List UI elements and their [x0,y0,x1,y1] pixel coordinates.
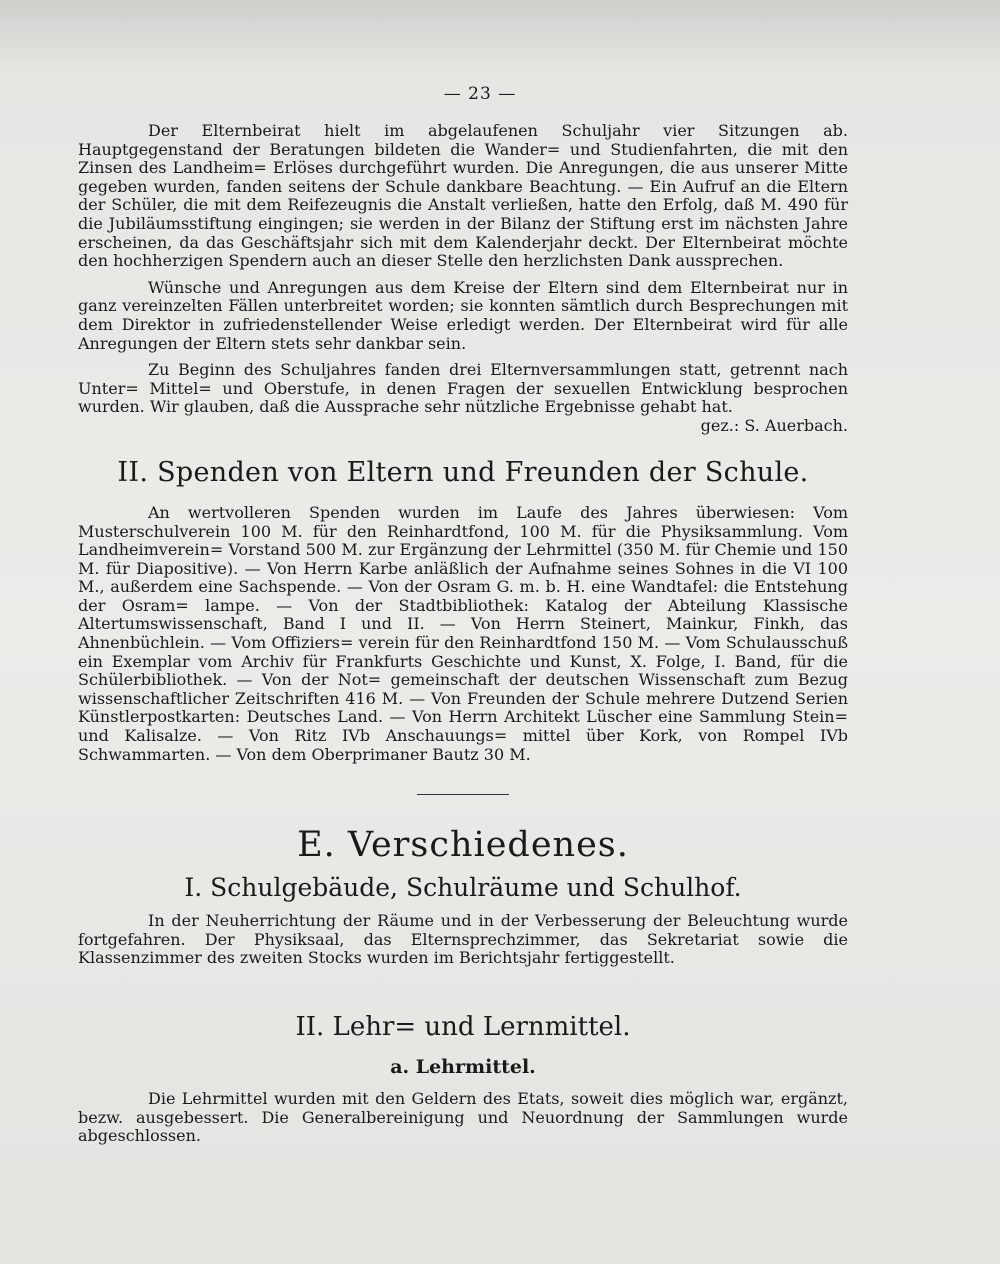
heading-lehrmittel-lernmittel: II. Lehr= und Lernmittel. [295,1012,631,1042]
paragraph-elternbeirat-2: Wünsche und Anregungen aus dem Kreise der Eltern sind dem Elternbeirat nur in ganz vereinzelten Fällen unterbreitet worden; sie konnten sämtlich durch Besprechungen mit dem Direktor in zufriedenstellender Weise erledigt werden. Der Elternbeirat wird für alle Anregungen der Eltern stets sehr dankbar sein. [78,277,848,353]
heading-spenden: II. Spenden von Eltern und Freunden der Schule. [117,456,809,488]
paragraph-elternbeirat-1: Der Elternbeirat hielt im abgelaufenen Schuljahr vier Sitzungen ab. Hauptgegenstand der Beratungen bildeten die Wander= und Studienfahrten, die mit den Zinsen des Landheim= Erlöses durchgeführt wurden. Die Anregungen, die aus unserer Mitte gegeben wurden, fanden seitens der Schule dankbare Beachtung. — Ein Aufruf an die Eltern der Schüler, die mit dem Reifezeugnis die Anstalt verließen, hatte den Erfolg, daß M. 490 für die Jubiläumsstiftung eingingen; sie werden in der Bilanz der Stiftung erst im nächsten Jahre erscheinen, da das Geschäftsjahr sich mit dem Kalenderjahr deckt. Der Elternbeirat möchte den hochherzigen Spendern auch an dieser Stelle den herzlichsten Dank aussprechen. [78,121,848,271]
paragraph-schulgebaeude: In der Neuherrichtung der Räume und in der Verbesserung der Beleuchtung wurde fortgefahren. Der Physiksaal, das Elternsprechzimmer, das Sekretariat sowie die Klassenzimmer des zweiten Stocks wurden im Berichtsjahr fertiggestellt. [78,911,848,968]
paragraph-elternbeirat-3 [78,360,848,435]
heading-verschiedenes: E. Verschiedenes. [297,825,629,866]
section-divider [417,794,509,795]
page-content [78,122,848,1146]
page-number: — 23 — [443,84,517,104]
paragraph-spenden: An wertvolleren Spenden wurden im Laufe des Jahres überwiesen: Vom Musterschulverein 100 M. für den Reinhardtfond, 100 M. für die Physiksammlung. Vom Landheimverein= Vorstand 500 M. zur Ergänzung der Lehrmittel (350 M. für Chemie und 150 M. für Diapositive). — Von Herrn Karbe anläßlich der Aufnahme seines Sohnes in die VI 100 M., außerdem eine Sachspende. — Von der Osram G. m. b. H. eine Wandtafel: die Entstehung der Osram= lampe. — Von der Stadtbibliothek: Katalog der Abteilung Klassische Altertumswissenschaft, Band I und II. — Von Herrn Steinert, Mainkur, Finkh, das Ahnenbüchlein. — Vom Offiziers= verein für den Reinhardtfond 150 M. — Vom Schulausschuß ein Exemplar vom Archiv für Frankfurts Geschichte und Kunst, X. Folge, I. Band, für die Schülerbibliothek. — Von der Not= gemeinschaft der deutschen Wissenschaft zum Bezug wissenschaftlicher Zeitschriften 416 M. — Von Freunden der Schule mehrere Dutzend Serien Künstlerpostkarten: Deutsches Land. — Von Herrn Architekt Lüscher eine Sammlung Stein= und Kalisalze. — Von Ritz IVb Anschauungs= mittel über Kork, von Rompel IVb Schwammarten. — Von dem Oberprimaner Bautz 30 M. [78,502,848,764]
paragraph-elternbeirat-3-text: Zu Beginn des Schuljahres fanden drei Elternversammlungen statt, getrennt nach Unter= Mittel= und Oberstufe, in denen Fragen der sexuellen Entwicklung besprochen wurden. Wir glauben, daß die Aussprache sehr nützliche Ergebnisse gehabt hat. [78,360,848,417]
signature: gez.: S. Auerbach. [700,415,848,435]
heading-schulgebaeude: I. Schulgebäude, Schulräume und Schulhof. [184,873,742,903]
heading-lehrmittel: a. Lehrmittel. [390,1056,536,1078]
paragraph-lehrmittel: Die Lehrmittel wurden mit den Geldern des Etats, soweit dies möglich war, ergänzt, bezw. ausgebessert. Die Generalbereinigung und Neuordnung der Sammlungen wurde abgeschlossen. [78,1089,848,1146]
